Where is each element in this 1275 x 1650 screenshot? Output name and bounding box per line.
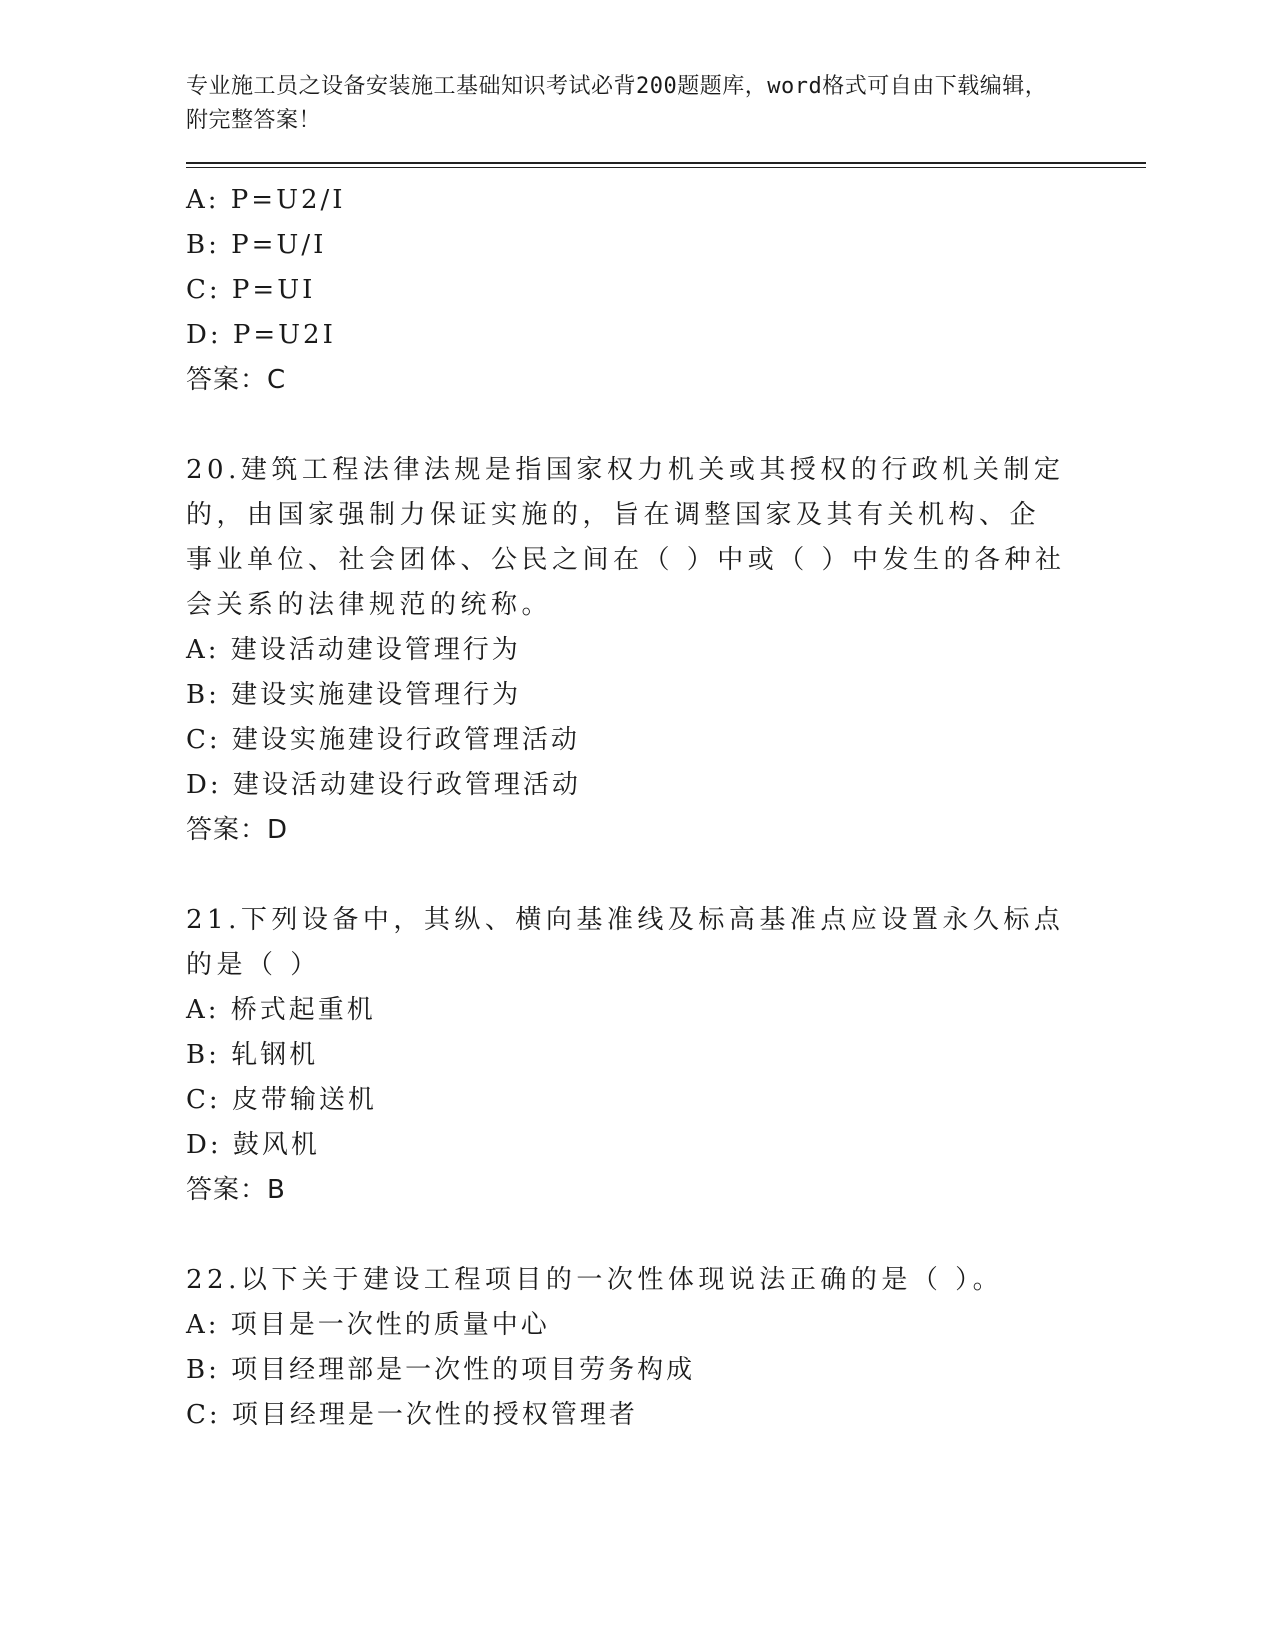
option-c: C: 建设实施建设行政管理活动 <box>186 725 580 755</box>
option-a: A: P=U2/I <box>186 185 346 215</box>
question-text: 22.以下关于建设工程项目的一次性体现说法正确的是（ ）。 <box>186 1265 1004 1295</box>
divider-thick <box>186 162 1146 164</box>
option-c: C: 皮带输送机 <box>186 1085 377 1115</box>
question-19 <box>186 178 1146 403</box>
divider-thin <box>186 167 1146 168</box>
option-b: B: 轧钢机 <box>186 1040 319 1070</box>
option-d: D: 鼓风机 <box>186 1130 320 1160</box>
question-21 <box>186 898 1146 1213</box>
option-d: D: 建设活动建设行政管理活动 <box>186 770 581 800</box>
header-divider <box>186 162 1146 168</box>
answer-line: 答案：C <box>186 365 287 395</box>
option-b: B: 建设实施建设管理行为 <box>186 680 522 710</box>
option-c: C: 项目经理是一次性的授权管理者 <box>186 1400 638 1430</box>
option-a: A: 建设活动建设管理行为 <box>186 635 521 665</box>
answer-line: 答案：B <box>186 1175 286 1205</box>
answer-line: 答案：D <box>186 815 289 845</box>
question-20 <box>186 448 1146 853</box>
document-page <box>186 70 1146 1438</box>
option-b: B: P=U/I <box>186 230 327 260</box>
option-a: A: 桥式起重机 <box>186 995 376 1025</box>
question-text: 20.建筑工程法律法规是指国家权力机关或其授权的行政机关制定的，由国家强制力保证实施的，旨在调整国家及其有关机构、企事业单位、社会团体、公民之间在（ ）中或（ ）中发生的各种社会关系的法律规范的统称。 <box>186 455 1066 620</box>
document-header: 专业施工员之设备安装施工基础知识考试必背200题题库，word格式可自由下载编辑，附完整答案！ <box>186 74 1048 133</box>
option-c: C: P=UI <box>186 275 316 305</box>
question-text: 21.下列设备中，其纵、横向基准线及标高基准点应设置永久标点的是（ ） <box>186 905 1065 980</box>
question-22 <box>186 1258 1146 1438</box>
option-a: A: 项目是一次性的质量中心 <box>186 1310 550 1340</box>
option-b: B: 项目经理部是一次性的项目劳务构成 <box>186 1355 696 1385</box>
option-d: D: P=U2I <box>186 320 336 350</box>
